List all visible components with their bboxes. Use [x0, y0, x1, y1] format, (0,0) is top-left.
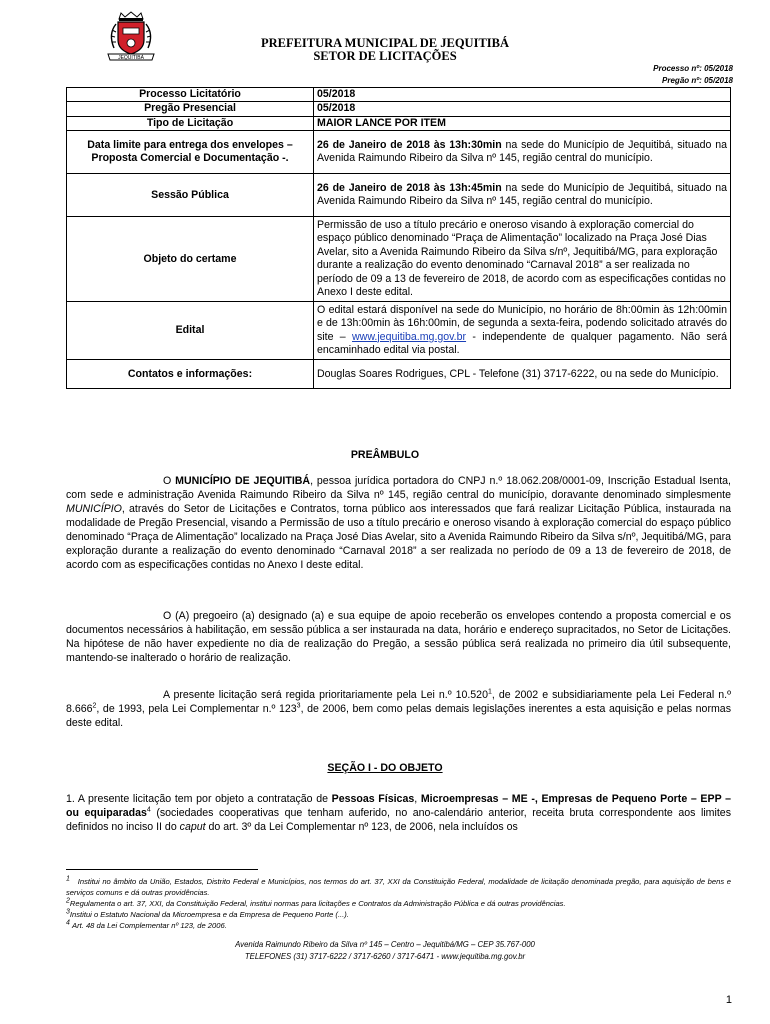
- footnote-ref: 4: [146, 806, 151, 814]
- table-row: [67, 174, 731, 217]
- row-value: [314, 131, 731, 174]
- preambulo-body: [66, 474, 731, 572]
- processo-number: Processo nº: 05/2018: [653, 64, 733, 73]
- footnote-separator: [66, 869, 258, 870]
- row-value: Permissão de uso a título precário e oneroso visando à exploração comercial do espaço público denominado “Praça de Alimentação” localizado na Praça José Dias Avelar, sito a Avenida Raimundo Ribeiro da Silva s/nº, Jequitibá/MG, para exploração durante a realização do evento denominado “Carnaval 2018” a ser realizada no período de 09 a 13 de fevereiro de 2018, de acordo com as especificações contidas no Anexo I deste edital.: [314, 217, 731, 302]
- row-value-date: 26 de Janeiro de 2018 às 13h:45min: [317, 181, 502, 194]
- website-link[interactable]: www.jequitiba.mg.gov.br: [352, 330, 467, 343]
- table-row: [67, 88, 731, 102]
- footnote: $^1$ Institui no âmbito da União, Estados, Distrito Federal e Municípios, nos termos do art. 37, XXI da Constituição Federal, modalidade de licitação denominada pregão, para aquisição de bens e serviços comuns e dá outras providências.: [66, 875, 731, 897]
- footnote: $^2$Regulamenta o art. 37, XXI, da Constituição Federal, institui normas para licitações e Contratos da Administração Pública e dá outras providências.: [66, 897, 566, 908]
- footnote-ref: 2: [92, 702, 97, 710]
- row-value-text: na sede do Município de Jequitibá, situado na Avenida Raimundo Ribeiro da Silva nº 145, região central do município.: [317, 181, 727, 208]
- secao-1-title: SEÇÃO I - DO OBJETO: [327, 762, 443, 774]
- document-header: [0, 37, 770, 63]
- row-value-text: na sede do Município de Jequitibá, situado na Avenida Raimundo Ribeiro da Silva nº 145, região central do município.: [317, 138, 727, 165]
- row-label: Tipo de Licitação: [67, 116, 314, 130]
- footnote: $^4$ Art. 48 da Lei Complementar nº 123, de 2006.: [66, 919, 227, 930]
- footnotes: [66, 876, 731, 931]
- row-value: [314, 302, 731, 360]
- edital-text-end: - independente de qualquer pagamento. Não será encaminhado edital via postal.: [317, 330, 728, 357]
- row-label: Objeto do certame: [67, 217, 314, 302]
- row-label: Processo Licitatório: [67, 88, 314, 102]
- row-label: Sessão Pública: [67, 174, 314, 217]
- page-footer: [0, 939, 770, 963]
- secao-1-body: 1. A presente licitação tem por objeto a contratação de Pessoas Físicas, Microempresas – ME -, Empresas de Pequeno Porte – EPP – ou equiparadas$^4$ (sociedades cooperativas que tenham auferido, no ano-calendário anterior, receita bruta correspondente aos limites definidos no inciso II do caput do art. 3º da Lei Complementar nº 123, de 2006, nela incluídos os: [66, 793, 731, 833]
- row-value: 05/2018: [314, 102, 731, 116]
- municipio-name: MUNICÍPIO DE JEQUITIBÁ: [175, 475, 311, 487]
- footer-phones: TELEFONES (31) 3717-6222 / 3717-6260 / 3717-6471 - www.jequitiba.mg.gov.br: [244, 952, 526, 961]
- footer-address: Avenida Raimundo Ribeiro da Silva nº 145 – Centro – Jequitibá/MG – CEP 35.767-000: [235, 940, 535, 949]
- edital-text: O edital estará disponível na sede do Município, no horário de 8h:00min às 12h:00min e de 13h:00min às 16h:00min, de segunda a sexta-feira, podendo solicitado através do site –: [317, 303, 727, 343]
- row-label: Contatos e informações:: [67, 360, 314, 389]
- row-value: [314, 174, 731, 217]
- footnote-ref: 1: [487, 688, 492, 696]
- row-label: Pregão Presencial: [67, 102, 314, 116]
- table-row: [67, 302, 731, 360]
- process-reference: [653, 63, 733, 87]
- table-row: [67, 116, 731, 130]
- page-number: 1: [725, 994, 732, 1006]
- table-row: [67, 102, 731, 116]
- preambulo-title: PREÂMBULO: [350, 449, 420, 461]
- pregao-number: Pregão nº: 05/2018: [662, 76, 733, 85]
- paragraph: O MUNICÍPIO DE JEQUITIBÁ, pessoa jurídica portadora do CNPJ n.º 18.062.208/0001-09, Inscrição Estadual Isenta, com sede e administração Avenida Raimundo Ribeiro da Silva nº 145, região central do município, doravante denominado simplesmente MUNICÍPIO, através do Setor de Licitações e Contratos, torna público aos interessados que fará realizar Licitação Pública, instaurada na modalidade de Pregão Presencial, visando a Permissão de uso a título precário e oneroso visando à exploração comercial do espaço público denominado “Praça de Alimentação” localizado na Praça José Dias Avelar, sito a Avenida Raimundo Ribeiro da Silva s/nº, Jequitibá/MG, para exploração durante a realização do evento denominado “Carnaval 2018” a ser realizada no período de 09 a 13 de fevereiro de 2018, de acordo com as especificações contidas no Anexo I deste edital.: [66, 475, 731, 571]
- paragraph: A presente licitação será regida prioritariamente pela Lei n.º 10.520$^1$, de 2002 e subsidiariamente pela Lei Federal n.º 8.666$^2$, de 1993, pela Lei Complementar n.º $123^3$, de 2006, bem como pelas demais legislações inerentes a esta aquisição e pelas normas deste edital.: [66, 688, 731, 729]
- row-value-date: 26 de Janeiro de 2018 às 13h:30min: [317, 138, 502, 151]
- row-label: Data limite para entrega dos envelopes – Proposta Comercial e Documentação -.: [67, 131, 314, 174]
- row-value: MAIOR LANCE POR ITEM: [314, 116, 731, 130]
- table-row: [67, 131, 731, 174]
- org-name: PREFEITURA MUNICIPAL DE JEQUITIBÁ: [260, 36, 510, 50]
- row-value: 05/2018: [314, 88, 731, 102]
- table-row: [67, 217, 731, 302]
- paragraph: O (A) pregoeiro (a) designado (a) e sua equipe de apoio receberão os envelopes contendo a proposta comercial e os documentos necessários à habilitação, em sessão pública a ser instaurada na data, horário e endereço supracitados, no Setor de Licitações. Na hipótese de não haver expediente no dia de realização do Pregão, a sessão pública será realizada no primeiro dia útil subsequente, mantendo-se inalterado o horário de realização.: [66, 610, 731, 664]
- row-label: Edital: [67, 302, 314, 360]
- row-value: Douglas Soares Rodrigues, CPL - Telefone (31) 3717-6222, ou na sede do Município.: [314, 360, 731, 389]
- footnote: $^3$Institui o Estatuto Nacional da Microempresa e da Empresa de Pequeno Porte (...).: [66, 908, 349, 919]
- footnote-ref: 3: [296, 702, 301, 710]
- dept-name: SETOR DE LICITAÇÕES: [313, 49, 457, 63]
- table-row: [67, 360, 731, 389]
- bidding-info-table: [66, 87, 731, 389]
- crest-ribbon-text: JEQUITIBÁ: [118, 55, 144, 61]
